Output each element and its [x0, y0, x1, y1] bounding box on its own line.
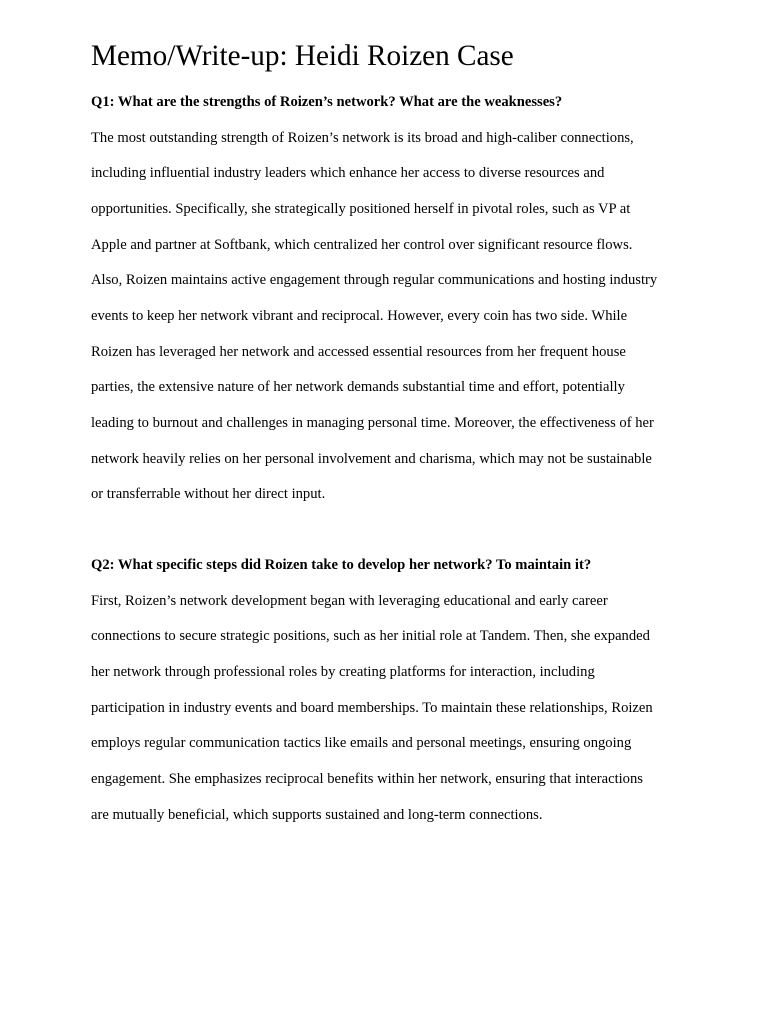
question-heading-q1: Q1: What are the strengths of Roizen’s network? What are the weaknesses? — [91, 94, 563, 110]
text-line: are mutually beneficial, which supports sustained and long-term connections. — [91, 806, 543, 823]
text-line: Also, Roizen maintains active engagement through regular communications and hosting industry — [91, 272, 658, 289]
answer-paragraph-q1 — [91, 112, 683, 520]
text-line: parties, the extensive nature of her network demands substantial time and effort, potentially — [91, 379, 625, 396]
text-line: employs regular communication tactics like emails and personal meetings, ensuring ongoing — [91, 735, 632, 752]
text-line: Apple and partner at Softbank, which centralized her control over significant resource flows. — [91, 236, 633, 253]
text-line: or transferrable without her direct input. — [91, 486, 326, 503]
text-line: Roizen has leveraged her network and accessed essential resources from her frequent house — [91, 343, 626, 360]
question-heading-q2: Q2: What specific steps did Roizen take to develop her network? To maintain it? — [91, 557, 592, 573]
text-line: including influential industry leaders which enhance her access to diverse resources and — [91, 165, 605, 182]
section-q1 — [91, 92, 683, 520]
text-line: leading to burnout and challenges in managing personal time. Moreover, the effectiveness of her — [91, 415, 654, 431]
text-line: The most outstanding strength of Roizen’s network is its broad and high-caliber connections, — [91, 129, 634, 146]
text-line: network heavily relies on her personal involvement and charisma, which may not be sustainable — [91, 450, 652, 467]
section-q2 — [91, 555, 683, 840]
text-line: events to keep her network vibrant and reciprocal. However, every coin has two side. While — [91, 307, 628, 324]
text-line: connections to secure strategic positions, such as her initial role at Tandem. Then, she expanded — [91, 628, 650, 645]
document-title: Memo/Write-up: Heidi Roizen Case — [91, 40, 514, 72]
answer-paragraph-q2 — [91, 575, 683, 840]
text-line: First, Roizen’s network development began with leveraging educational and early career — [91, 592, 608, 609]
text-line: engagement. She emphasizes reciprocal benefits within her network, ensuring that interactions — [91, 770, 643, 787]
text-line: participation in industry events and board memberships. To maintain these relationships, Roizen — [91, 699, 653, 716]
text-line: her network through professional roles by creating platforms for interaction, including — [91, 663, 595, 680]
text-line: opportunities. Specifically, she strategically positioned herself in pivotal roles, such as VP at — [91, 200, 631, 217]
